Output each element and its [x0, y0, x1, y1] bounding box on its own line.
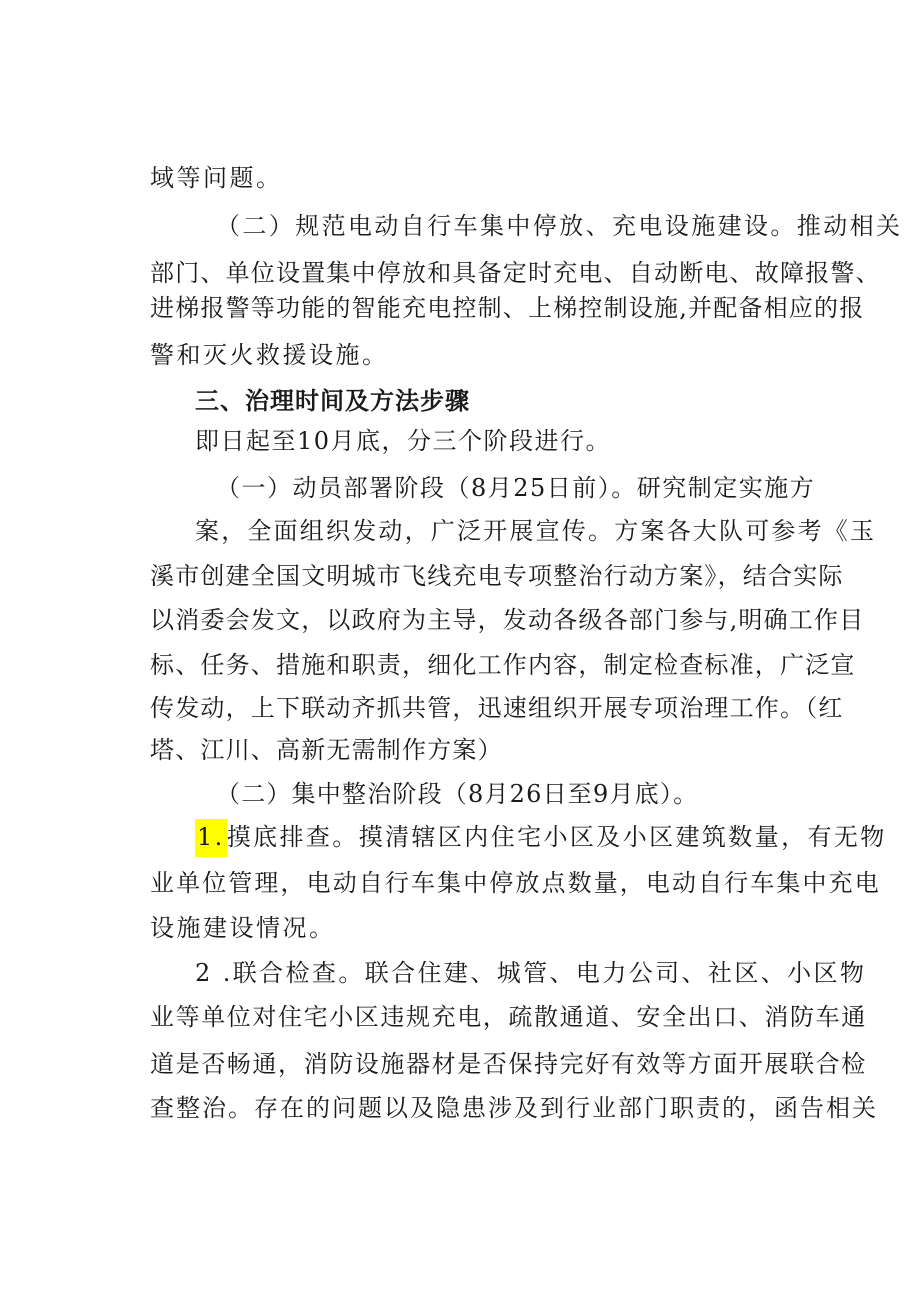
- paragraph-line: 塔、江川、高新无需制作方案）: [150, 736, 503, 764]
- paragraph-line: 道是否畅通，消防设施器材是否保持完好有效等方面开展联合检: [150, 1050, 867, 1078]
- paragraph-line: （二）集中整治阶段（8月26日至9月底）。: [216, 780, 699, 808]
- numbered-item-line: 2 .联合检查。联合住建、城管、电力公司、社区、小区物: [195, 959, 867, 987]
- paragraph-line: 标、任务、措施和职责，细化工作内容，制定检查标准，广泛宣: [150, 651, 856, 679]
- paragraph-line: 传发动，上下联动齐抓共管，迅速组织开展专项治理工作。（红: [150, 694, 844, 722]
- paragraph-line: 查整治。存在的问题以及隐患涉及到行业部门职责的，函告相关: [150, 1094, 878, 1122]
- paragraph-line: 案，全面组织发动，广泛开展宣传。方案各大队可参考《玉: [195, 517, 877, 545]
- item-number-highlight: 1.: [195, 819, 227, 857]
- paragraph-line: 业等单位对住宅小区违规充电，疏散通道、安全出口、消防车通: [150, 1003, 867, 1031]
- paragraph-line: 进梯报警等功能的智能充电控制、上梯控制设施,并配备相应的报: [150, 294, 865, 322]
- paragraph-line: 设施建设情况。: [150, 914, 336, 942]
- numbered-item-line: [195, 822, 887, 852]
- paragraph-line: 警和灭火救援设施。: [150, 341, 389, 369]
- paragraph-line: （二）规范电动自行车集中停放、充电设施建设。推动相关: [216, 212, 903, 240]
- paragraph-line: 以消委会发文，以政府为主导，发动各级各部门参与,明确工作目: [150, 606, 865, 634]
- item-text: 摸底排查。摸清辖区内住宅小区及小区建筑数量，有无物: [226, 823, 887, 851]
- paragraph-line: 域等问题。: [150, 164, 283, 192]
- paragraph-line: 溪市创建全国文明城市飞线充电专项整治行动方案》，结合实际: [150, 562, 844, 590]
- paragraph-line: （一）动员部署阶段（8月25日前）。研究制定实施方: [216, 474, 816, 502]
- section-heading: 三、治理时间及方法步骤: [195, 387, 470, 415]
- paragraph-line: 即日起至10月底，分三个阶段进行。: [195, 427, 612, 455]
- paragraph-line: 部门、单位设置集中停放和具备定时充电、自动断电、故障报警、: [150, 259, 881, 287]
- paragraph-line: 业单位管理，电动自行车集中停放点数量，电动自行车集中充电: [150, 869, 881, 897]
